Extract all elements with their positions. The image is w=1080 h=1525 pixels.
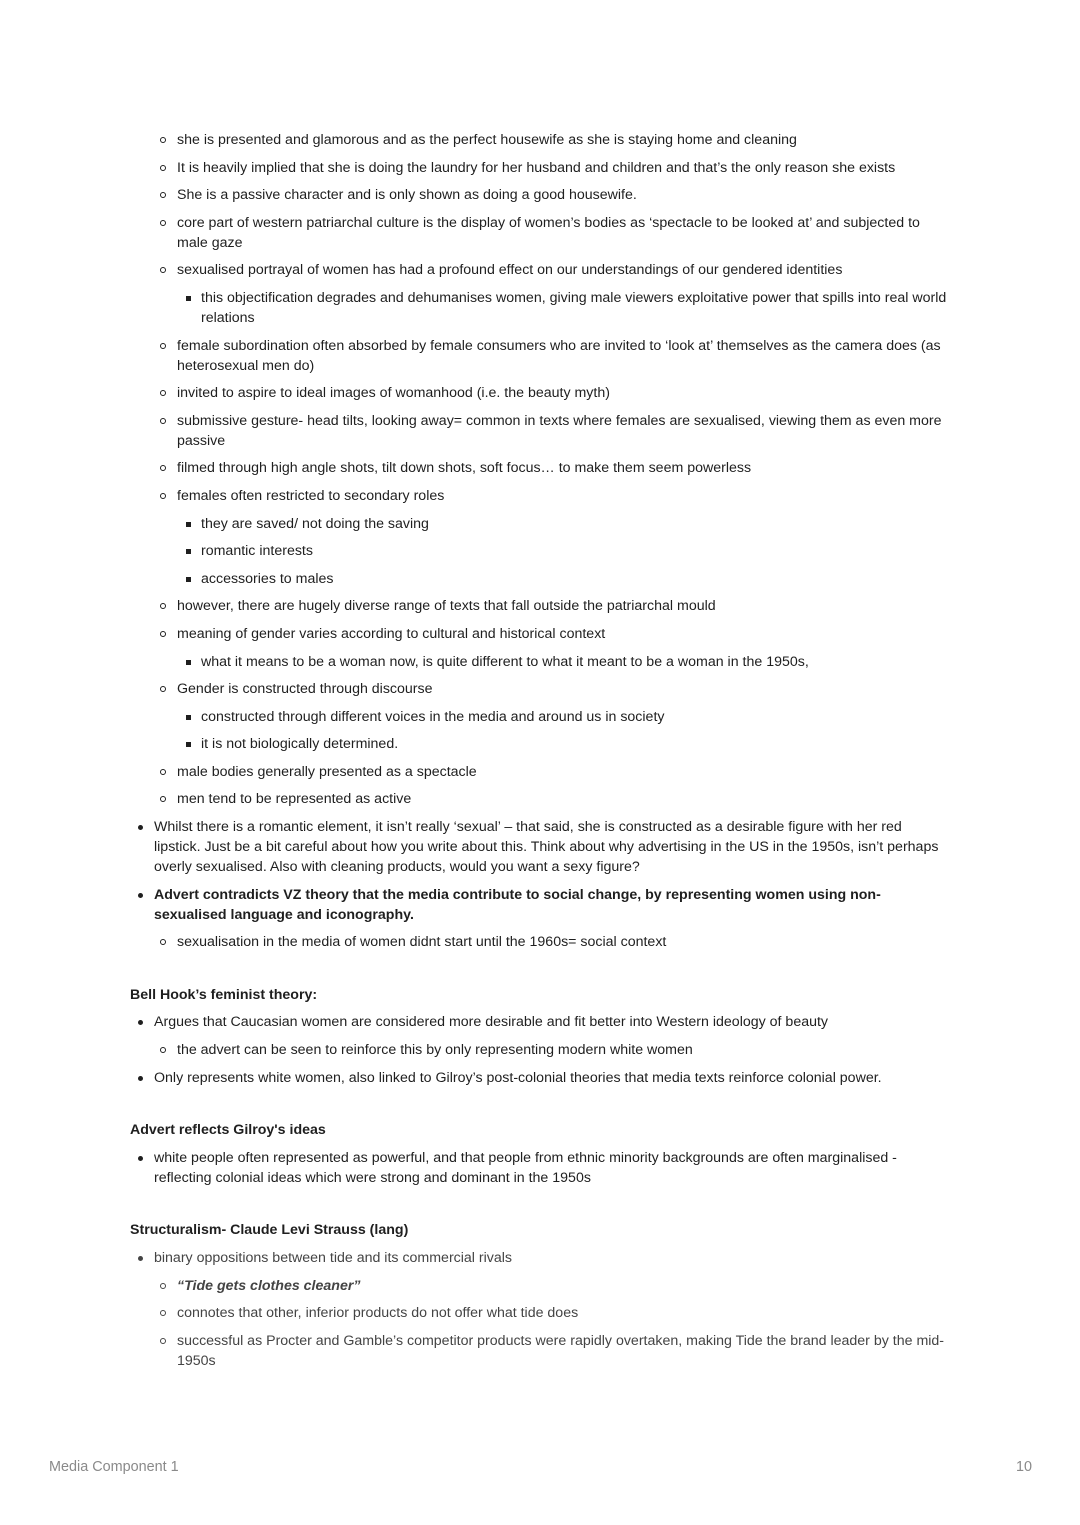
list-item xyxy=(130,1012,950,1032)
list-item xyxy=(130,1068,950,1088)
list-item xyxy=(130,288,950,328)
list-item-text: constructed through different voices in the media and around us in society xyxy=(201,708,665,725)
list-item-text: white people often represented as powerful, and that people from ethnic minority backgrounds are often marginalised - reflecting colonial ideas which were strong and dominant in the 1950s xyxy=(154,1149,897,1186)
list-item-text: successful as Procter and Gamble’s competitor products were rapidly overtaken, making Tide the brand leader by the mid-1950s xyxy=(177,1332,945,1369)
list-item-text: sexualised portrayal of women has had a profound effect on our understandings of our gendered identities xyxy=(177,262,843,279)
bullet-circle-icon xyxy=(160,1310,166,1316)
list-item-text: men tend to be represented as active xyxy=(177,791,412,808)
section-heading-structuralism: Structuralism- Claude Levi Strauss (lang) xyxy=(130,1222,409,1239)
list-item-text: females often restricted to secondary roles xyxy=(177,487,445,504)
bullet-circle-icon xyxy=(160,1283,166,1289)
footer-document-title: Media Component 1 xyxy=(49,1459,179,1475)
bullet-circle-icon xyxy=(160,418,166,424)
section-heading-bell-hooks: Bell Hook’s feminist theory: xyxy=(130,986,318,1003)
bullet-disc-icon xyxy=(138,1156,143,1161)
list-item xyxy=(130,707,950,727)
list-item-text: submissive gesture- head tilts, looking away= common in texts where females are sexualised, viewing them as even more passive xyxy=(177,412,942,449)
list-item xyxy=(130,624,950,644)
list-item-text: “Tide gets clothes cleaner” xyxy=(177,1277,361,1294)
list-item-text: Gender is constructed through discourse xyxy=(177,681,433,698)
bullet-circle-icon xyxy=(160,343,166,349)
list-item-text: female subordination often absorbed by female consumers who are invited to ‘look at’ themselves as the camera does (as heterosexual men do) xyxy=(177,337,941,374)
list-item xyxy=(130,130,950,150)
bullet-disc-icon xyxy=(138,825,143,830)
bullet-circle-icon xyxy=(160,165,166,171)
footer-page-number: 10 xyxy=(1016,1459,1033,1475)
bullet-circle-icon xyxy=(160,493,166,499)
bullet-circle-icon xyxy=(160,137,166,143)
list-item-text: this objectification degrades and dehumanises women, giving male viewers exploitative power that spills into real world relations xyxy=(201,289,947,326)
list-item xyxy=(130,158,950,178)
list-item-text: core part of western patriarchal culture is the display of women’s bodies as ‘spectacle to be looked at’ and subjected to male gaze xyxy=(177,214,920,251)
bullet-disc-icon xyxy=(138,1020,143,1025)
bullet-square-icon xyxy=(186,660,191,665)
list-item-text: it is not biologically determined. xyxy=(201,736,399,753)
list-item-text: accessories to males xyxy=(201,570,334,587)
list-item-text: male bodies generally presented as a spectacle xyxy=(177,763,477,780)
bullet-square-icon xyxy=(186,522,191,527)
list-item-text: sexualisation in the media of women didnt start until the 1960s= social context xyxy=(177,934,667,951)
list-item xyxy=(130,679,950,699)
list-item-text: binary oppositions between tide and its commercial rivals xyxy=(154,1250,513,1266)
bullet-circle-icon xyxy=(160,192,166,198)
list-item-text: connotes that other, inferior products do not offer what tide does xyxy=(177,1305,579,1322)
list-item xyxy=(130,458,950,478)
bullet-circle-icon xyxy=(160,796,166,802)
gilroy-list xyxy=(130,1148,950,1188)
list-item xyxy=(130,1248,950,1268)
bullet-circle-icon xyxy=(160,1047,166,1053)
list-item-text: filmed through high angle shots, tilt down shots, soft focus… to make them seem powerless xyxy=(177,460,752,477)
list-item xyxy=(130,652,950,672)
bullet-square-icon xyxy=(186,715,191,720)
bullet-circle-icon xyxy=(160,686,166,692)
bullet-circle-icon xyxy=(160,267,166,273)
bullet-circle-icon xyxy=(160,939,166,945)
bell-hooks-list xyxy=(130,1012,950,1087)
list-item xyxy=(130,817,950,877)
list-item-text: Argues that Caucasian women are considered more desirable and fit better into Western ideology of beauty xyxy=(154,1014,829,1031)
bullet-circle-icon xyxy=(160,631,166,637)
bullet-square-icon xyxy=(186,549,191,554)
list-item xyxy=(130,486,950,506)
page-content xyxy=(130,130,950,1378)
list-item-text: she is presented and glamorous and as the perfect housewife as she is staying home and cleaning xyxy=(177,132,797,148)
bullet-square-icon xyxy=(186,742,191,747)
list-item-text: Advert contradicts VZ theory that the media contribute to social change, by representing women using non-sexualised language and iconography. xyxy=(154,886,881,923)
section-heading-gilroy: Advert reflects Gilroy's ideas xyxy=(130,1122,326,1139)
list-item xyxy=(130,932,950,952)
list-item-text: however, there are hugely diverse range of texts that fall outside the patriarchal mould xyxy=(177,598,716,615)
list-item xyxy=(130,411,950,451)
list-item xyxy=(130,569,950,589)
list-item xyxy=(130,885,950,925)
bullet-square-icon xyxy=(186,296,191,301)
list-item xyxy=(130,514,950,534)
list-item xyxy=(130,1276,950,1296)
list-item xyxy=(130,762,950,782)
list-item-text: It is heavily implied that she is doing the laundry for her husband and children and that’s the only reason she exists xyxy=(177,159,896,176)
list-item-text: what it means to be a woman now, is quite different to what it meant to be a woman in the 1950s, xyxy=(201,653,809,670)
bullet-circle-icon xyxy=(160,465,166,471)
list-item xyxy=(130,789,950,809)
list-item-text: She is a passive character and is only shown as doing a good housewife. xyxy=(177,187,637,204)
list-item xyxy=(130,734,950,754)
list-item-text: Only represents white women, also linked to Gilroy’s post-colonial theories that media texts reinforce colonial power. xyxy=(154,1069,882,1086)
bullet-circle-icon xyxy=(160,1338,166,1344)
list-item-text: invited to aspire to ideal images of womanhood (i.e. the beauty myth) xyxy=(177,385,610,402)
list-item xyxy=(130,383,950,403)
list-item-text: romantic interests xyxy=(201,543,313,560)
bullet-disc-icon xyxy=(138,893,143,898)
list-item xyxy=(130,1040,950,1060)
bullet-circle-icon xyxy=(160,390,166,396)
list-item xyxy=(130,1148,950,1188)
list-item xyxy=(130,185,950,205)
list-item xyxy=(130,213,950,253)
bullet-circle-icon xyxy=(160,603,166,609)
list-item xyxy=(130,596,950,616)
bullet-disc-icon xyxy=(138,1076,143,1081)
bullet-square-icon xyxy=(186,577,191,582)
list-item xyxy=(130,1331,950,1371)
bullet-disc-icon xyxy=(138,1256,143,1261)
list-item-text: Whilst there is a romantic element, it isn’t really ‘sexual’ – that said, she is constructed as a desirable figure with her red lipstick. Just be a bit careful about how you write about this. Think about why advertising in the US in the 1950s, isn’t perhaps overly sexualised. Also with cleaning products, would you want a sexy figure? xyxy=(154,819,939,876)
list-item xyxy=(130,260,950,280)
list-item-text: meaning of gender varies according to cultural and historical context xyxy=(177,625,606,642)
notes-list xyxy=(130,130,950,952)
bullet-circle-icon xyxy=(160,220,166,226)
list-item-text: the advert can be seen to reinforce this by only representing modern white women xyxy=(177,1042,693,1059)
list-item-text: they are saved/ not doing the saving xyxy=(201,515,429,532)
structuralism-list xyxy=(130,1248,950,1371)
list-item xyxy=(130,1303,950,1323)
list-item xyxy=(130,336,950,376)
bullet-circle-icon xyxy=(160,769,166,775)
list-item xyxy=(130,541,950,561)
